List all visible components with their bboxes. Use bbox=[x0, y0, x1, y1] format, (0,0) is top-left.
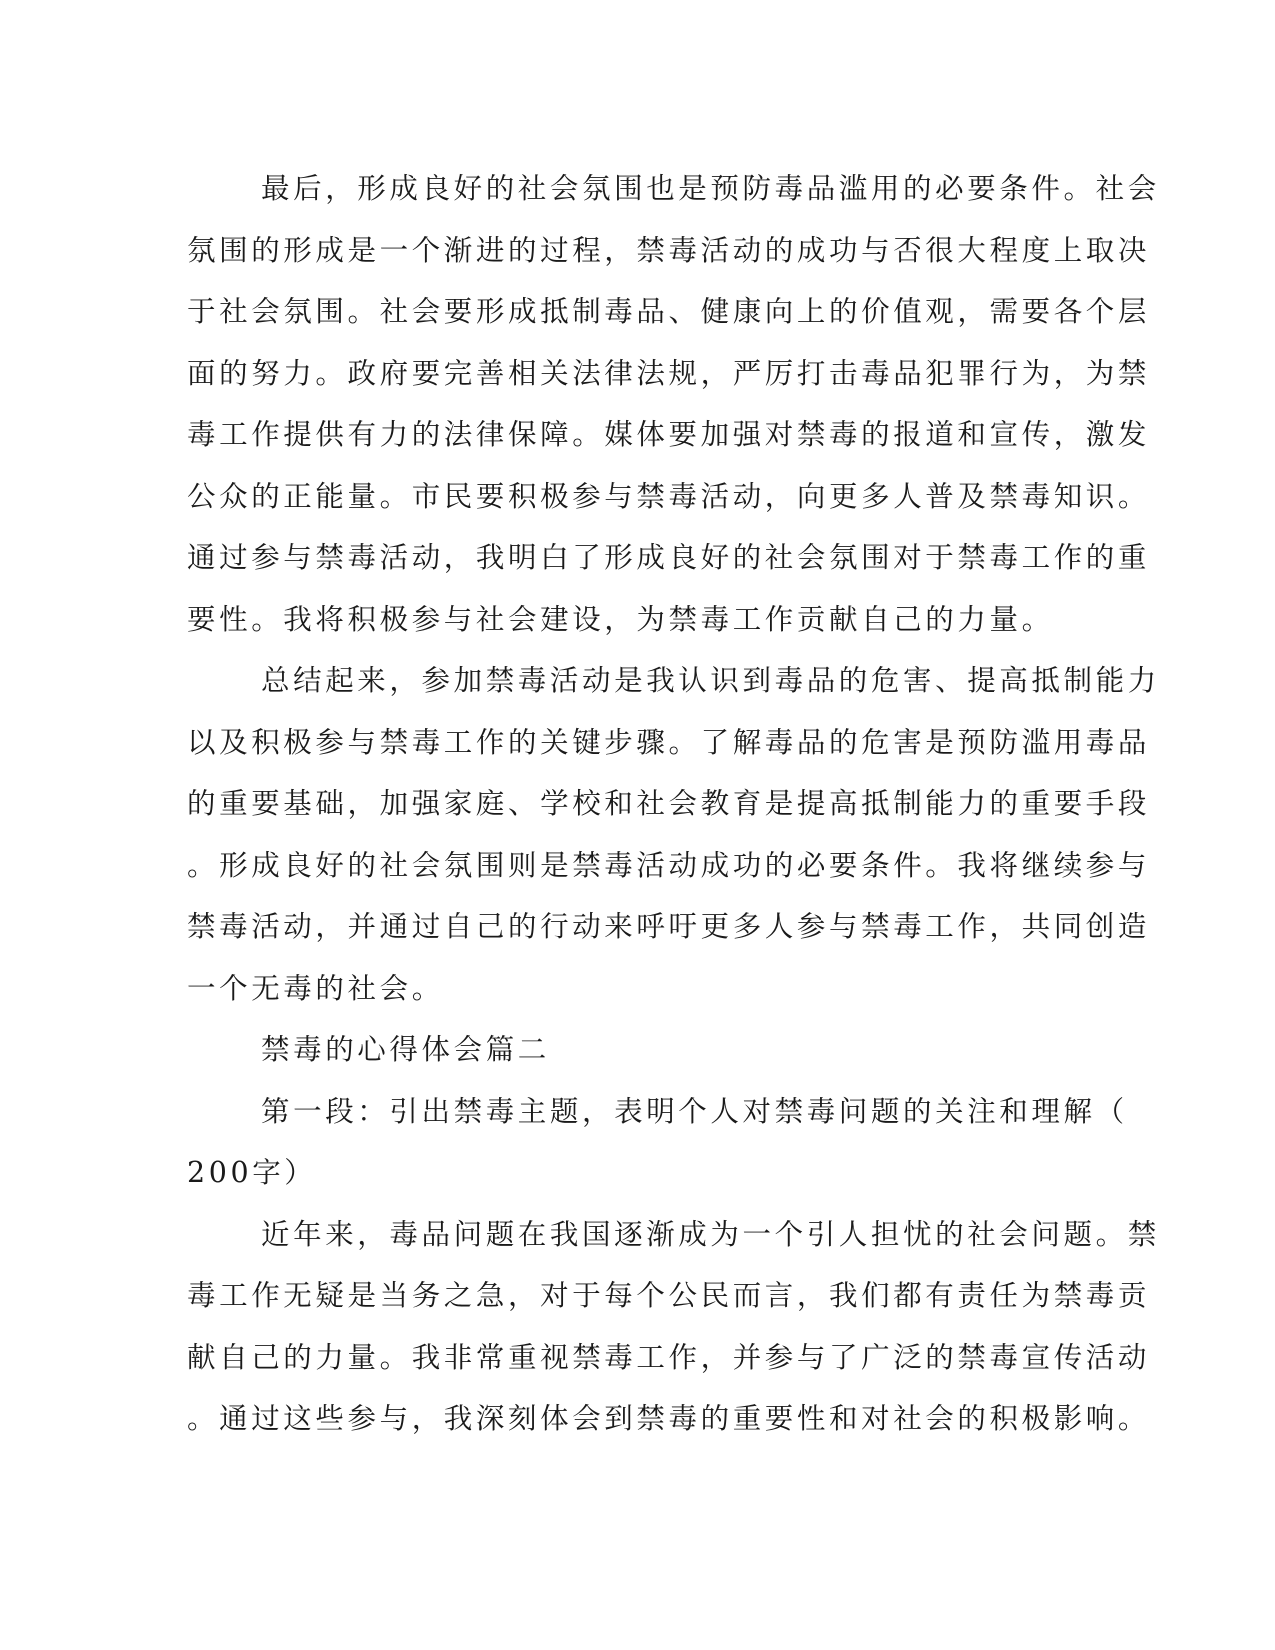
text-line: 一个无毒的社会。 bbox=[187, 971, 444, 1005]
document-body bbox=[187, 158, 1160, 1450]
text-line: 。通过这些参与，我深刻体会到禁毒的重要性和对社会的积极影响。 bbox=[187, 1402, 1151, 1435]
text-line: 总结起来，参加禁毒活动是我认识到毒品的危害、提高抵制能力 bbox=[261, 664, 1160, 697]
text-line: 毒工作无疑是当务之急，对于每个公民而言，我们都有责任为禁毒贡 bbox=[187, 1279, 1151, 1312]
text-line: 氛围的形成是一个渐进的过程，禁毒活动的成功与否很大程度上取决 bbox=[187, 233, 1151, 267]
text-line: 第一段：引出禁毒主题，表明个人对禁毒问题的关注和理解（ bbox=[261, 1094, 1128, 1128]
text-line: 以及积极参与禁毒工作的关键步骤。了解毒品的危害是预防滥用毒品 bbox=[187, 725, 1151, 759]
text-line: 最后，形成良好的社会氛围也是预防毒品滥用的必要条件。社会 bbox=[261, 172, 1160, 205]
text-line: 毒工作提供有力的法律保障。媒体要加强对禁毒的报道和宣传，激发 bbox=[187, 418, 1151, 451]
text-line: 的重要基础，加强家庭、学校和社会教育是提高抵制能力的重要手段 bbox=[187, 787, 1151, 820]
text-line: 禁毒活动，并通过自己的行动来呼吁更多人参与禁毒工作，共同创造 bbox=[187, 910, 1151, 943]
text-line: 公众的正能量。市民要积极参与禁毒活动，向更多人普及禁毒知识。 bbox=[187, 479, 1151, 513]
text-line: 献自己的力量。我非常重视禁毒工作，并参与了广泛的禁毒宣传活动 bbox=[187, 1340, 1151, 1374]
text-line: 面的努力。政府要完善相关法律法规，严厉打击毒品犯罪行为，为禁 bbox=[187, 356, 1151, 390]
text-line: 。形成良好的社会氛围则是禁毒活动成功的必要条件。我将继续参与 bbox=[187, 848, 1151, 882]
text-line: 近年来，毒品问题在我国逐渐成为一个引人担忧的社会问题。禁 bbox=[261, 1217, 1160, 1251]
section-heading: 禁毒的心得体会篇二 bbox=[261, 1033, 550, 1066]
text-line: 于社会氛围。社会要形成抵制毒品、健康向上的价值观，需要各个层 bbox=[187, 295, 1151, 328]
text-line: 通过参与禁毒活动，我明白了形成良好的社会氛围对于禁毒工作的重 bbox=[187, 541, 1151, 574]
text-line: 200字） bbox=[187, 1156, 317, 1189]
text-line: 要性。我将积极参与社会建设，为禁毒工作贡献自己的力量。 bbox=[187, 602, 1054, 636]
